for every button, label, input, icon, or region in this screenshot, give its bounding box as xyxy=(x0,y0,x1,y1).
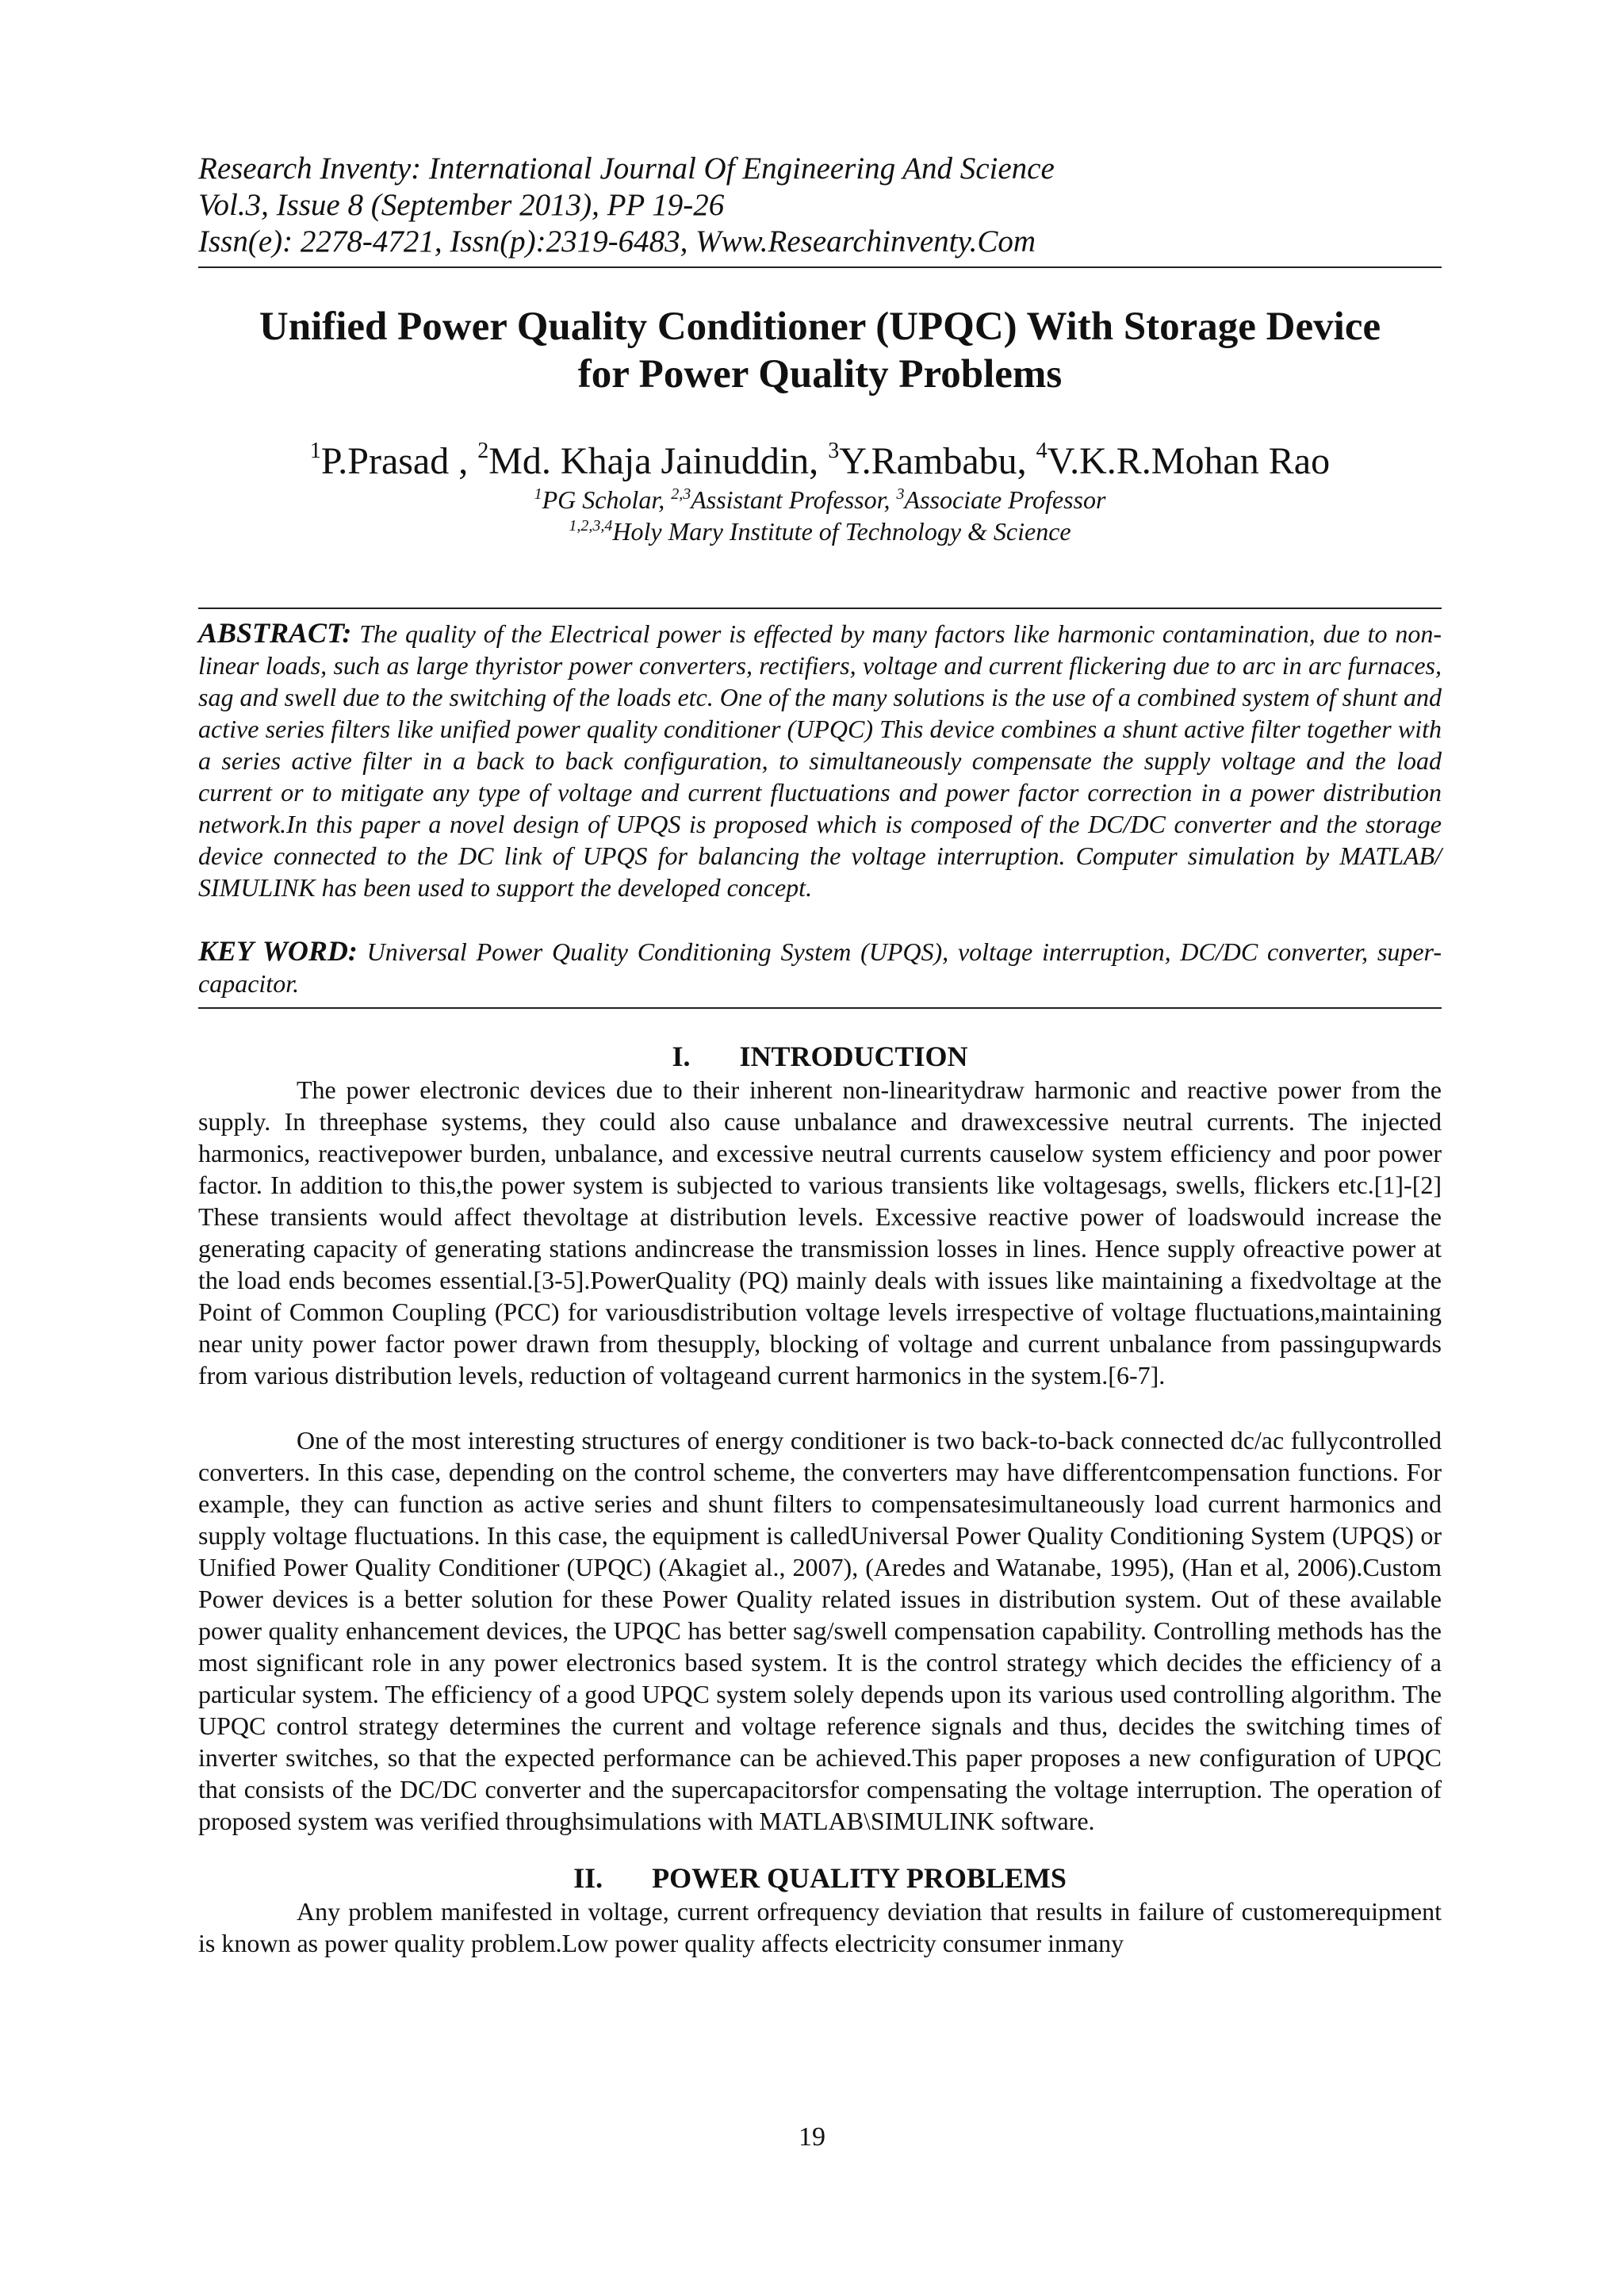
author-list xyxy=(198,439,1442,484)
paper-page xyxy=(198,151,1442,1959)
author-4-index: 4 xyxy=(1036,439,1048,463)
intro-paragraph-1: The power electronic devices due to their inherent non-linearitydraw harmonic and reactive power from the supply. In threephase systems, they could also cause unbalance and drawexcessive neutral currents. The injected harmonics, reactivepower burden, unbalance, and excessive neutral currents causelow system efficiency and poor power factor. In addition to this,the power system is subjected to various transients like voltagesags, swells, flickers etc.[1]-[2] These transients would affect thevoltage at distribution levels. Excessive reactive power of loadswould increase the generating capacity of generating stations andincrease the transmission losses in lines. Hence supply ofreactive power at the load ends becomes essential.[3-5].PowerQuality (PQ) mainly deals with issues like maintaining a fixedvoltage at the Point of Common Coupling (PCC) for variousdistribution voltage levels irrespective of voltage fluctuations,maintaining near unity power factor power drawn from thesupply, blocking of voltage and current unbalance from passingupwards from various distribution levels, reduction of voltageand current harmonics in the system.[6-7]. xyxy=(198,1075,1442,1389)
section-heading-introduction xyxy=(198,1039,1442,1074)
abstract-block xyxy=(198,608,1442,1009)
keywords-label: KEY WORD: xyxy=(198,935,358,967)
section-2-title: POWER QUALITY PROBLEMS xyxy=(652,1862,1067,1894)
affiliation-institution xyxy=(198,516,1442,547)
abstract xyxy=(198,617,1442,903)
affiliation-roles xyxy=(198,484,1442,516)
page-number: 19 xyxy=(799,2122,825,2152)
author-2-index: 2 xyxy=(477,439,489,463)
journal-name: Research Inventy: International Journal Of Engineering And Science xyxy=(198,151,1055,186)
abstract-text: The quality of the Electrical power is effected by many factors like harmonic contamination, due to non-linear loads, such as large thyristor power converters, rectifiers, voltage and current flickering due to arc in arc furnaces, sag and swell due to the switching of the loads etc. One of the many solutions is the use of a combined system of shunt and active series filters like unified power quality conditioner (UPQC) This device combines a shunt active filter together with a series active filter in a back to back configuration, to simultaneously compensate the supply voltage and the load current or to mitigate any type of voltage and current fluctuations and power factor correction in a power distribution network.In this paper a novel design of UPQS is proposed which is composed of the DC/DC converter and the storage device connected to the DC link of UPQS for balancing the voltage interruption. Computer simulation by MATLAB/ SIMULINK has been used to support the developed concept. xyxy=(198,619,1442,902)
author-1-name: P.Prasad , xyxy=(320,440,478,482)
institution-index: 1,2,3,4 xyxy=(569,517,613,535)
pq-paragraph-1: Any problem manifested in voltage, current orfrequency deviation that results in failure of customerequipment is known as power quality problem.Low power quality affects electricity consumer inmany xyxy=(198,1897,1442,1957)
role-3-index: 3 xyxy=(896,485,905,503)
keywords-text: Universal Power Quality Conditioning System (UPQS), voltage interruption, DC/DC converter, super-capacitor. xyxy=(198,937,1442,998)
journal-volume: Vol.3, Issue 8 (September 2013), PP 19-26 xyxy=(198,188,725,222)
paper-title-line-1: Unified Power Quality Conditioner (UPQC) With Storage Device xyxy=(259,305,1381,349)
institution-name: Holy Mary Institute of Technology & Science xyxy=(612,517,1071,546)
journal-issn: Issn(e): 2278-4721, Issn(p):2319-6483, Www.Researchinventy.Com xyxy=(198,224,1036,259)
author-1-index: 1 xyxy=(309,439,321,463)
section-2-number: II. xyxy=(573,1862,603,1894)
section-1-number: I. xyxy=(672,1041,691,1072)
role-1-index: 1 xyxy=(534,485,542,503)
abstract-label: ABSTRACT: xyxy=(198,617,352,649)
role-2-index: 2,3 xyxy=(671,485,691,503)
author-4-name: V.K.R.Mohan Rao xyxy=(1047,440,1331,482)
paper-title-line-2: for Power Quality Problems xyxy=(577,352,1063,397)
keywords xyxy=(198,935,1442,999)
intro-paragraph-2: One of the most interesting structures of energy conditioner is two back-to-back connected dc/ac fullycontrolled converters. In this case, depending on the control scheme, the converters may have differentcompensation functions. For example, they can function as active series and shunt filters to compensatesimultaneously load current harmonics and supply voltage fluctuations. In this case, the equipment is calledUniversal Power Quality Conditioning System (UPQS) or Unified Power Quality Conditioner (UPQC) (Akagiet al., 2007), (Aredes and Watanabe, 1995), (Han et al, 2006).Custom Power devices is a better solution for these Power Quality related issues in distribution system. Out of these available power quality enhancement devices, the UPQC has better sag/swell compensation capability. Controlling methods has the most significant role in any power electronics based system. It is the control strategy which decides the efficiency of a particular system. The efficiency of a good UPQC system solely depends upon its various used controlling algorithm. The UPQC control strategy determines the current and voltage reference signals and thus, decides the switching times of inverter switches, so that the expected performance can be achieved.This paper proposes a new configuration of UPQC that consists of the DC/DC converter and the supercapacitorsfor compensating the voltage interruption. The operation of proposed system was verified throughsimulations with MATLAB\SIMULINK software. xyxy=(198,1426,1442,1835)
role-3-text: Associate Professor xyxy=(904,485,1106,514)
author-3-name: Y.Rambabu, xyxy=(839,440,1036,482)
role-2-text: Assistant Professor, xyxy=(691,485,897,514)
author-2-name: Md. Khaja Jainuddin, xyxy=(488,440,829,482)
paper-title xyxy=(198,303,1442,398)
journal-header xyxy=(198,151,1442,268)
section-1-title: INTRODUCTION xyxy=(739,1041,968,1072)
section-heading-power-quality-problems xyxy=(198,1861,1442,1895)
author-3-index: 3 xyxy=(828,439,840,463)
role-1-text: PG Scholar, xyxy=(542,485,672,514)
